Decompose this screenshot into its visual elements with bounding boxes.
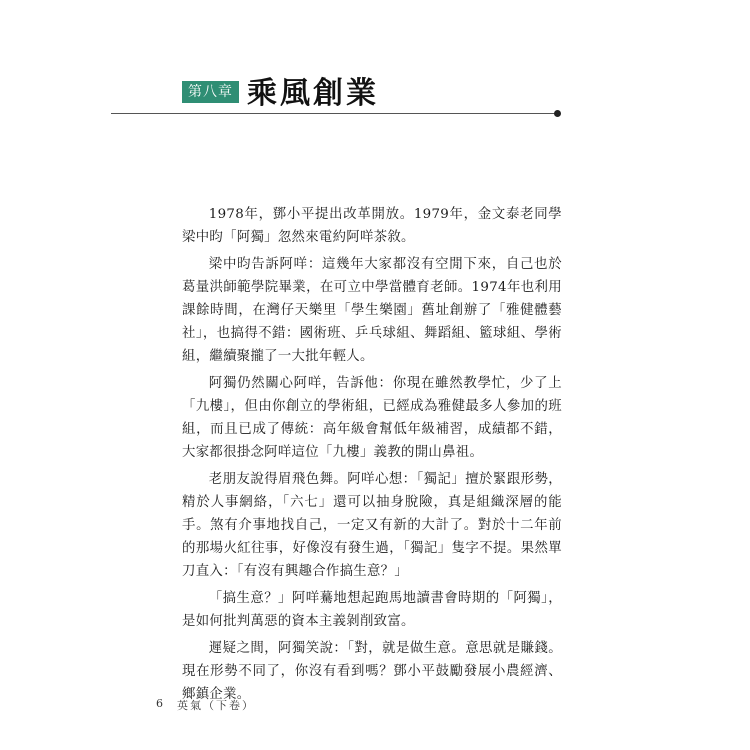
running-book-title: 英氣（下卷） xyxy=(177,699,255,712)
paragraph: 老朋友說得眉飛色舞。阿咩心想：「獨記」擅於緊跟形勢，精於人事網絡，「六七」還可以抽身脫險，真是組織深層的能手。煞有介事地找自己，一定又有新的大計了。對於十二年前的那場火紅往事，好像沒有發生過，「獨記」隻字不提。果然單刀直入：「有沒有興趣合作搞生意？」 xyxy=(182,472,562,579)
paragraph: 1978年，鄧小平提出改革開放。1979年，金文泰老同學梁中昀「阿獨」忽然來電約阿咩茶敘。 xyxy=(182,207,562,245)
chapter-number-badge: 第八章 xyxy=(182,81,239,103)
body-text xyxy=(182,203,562,710)
divider-end-dot xyxy=(554,110,561,117)
page-footer xyxy=(156,697,255,713)
chapter-header xyxy=(182,70,379,110)
paragraph: 阿獨仍然關心阿咩，告訴他：你現在雖然教學忙，少了上「九樓」，但由你創立的學術組，已經成為雅健最多人參加的班組，而且已成了傳統：高年級會幫低年級補習，成績都不錯，大家都很掛念阿咩這位「九樓」義教的開山鼻祖。 xyxy=(182,376,562,460)
page-number: 6 xyxy=(156,697,163,710)
paragraph: 梁中昀告訴阿咩：這幾年大家都沒有空閒下來，自己也於葛量洪師範學院畢業，在可立中學當體育老師。1974年也利用課餘時間，在灣仔天樂里「學生樂園」舊址創辦了「雅健體藝社」，也搞得不錯：國術班、乒乓球組、舞蹈組、籃球組、學術組，繼續聚攏了一大批年輕人。 xyxy=(182,257,562,364)
paragraph: 遲疑之間，阿獨笑說：「對，就是做生意。意思就是賺錢。現在形勢不同了，你沒有看到嗎？鄧小平鼓勵發展小農經濟、鄉鎮企業。 xyxy=(182,641,562,702)
paragraph: 「搞生意？」阿咩驀地想起跑馬地讀書會時期的「阿獨」，是如何批判萬惡的資本主義剝削致富。 xyxy=(182,591,562,629)
chapter-title: 乘風創業 xyxy=(247,76,379,111)
header-divider xyxy=(111,113,556,114)
